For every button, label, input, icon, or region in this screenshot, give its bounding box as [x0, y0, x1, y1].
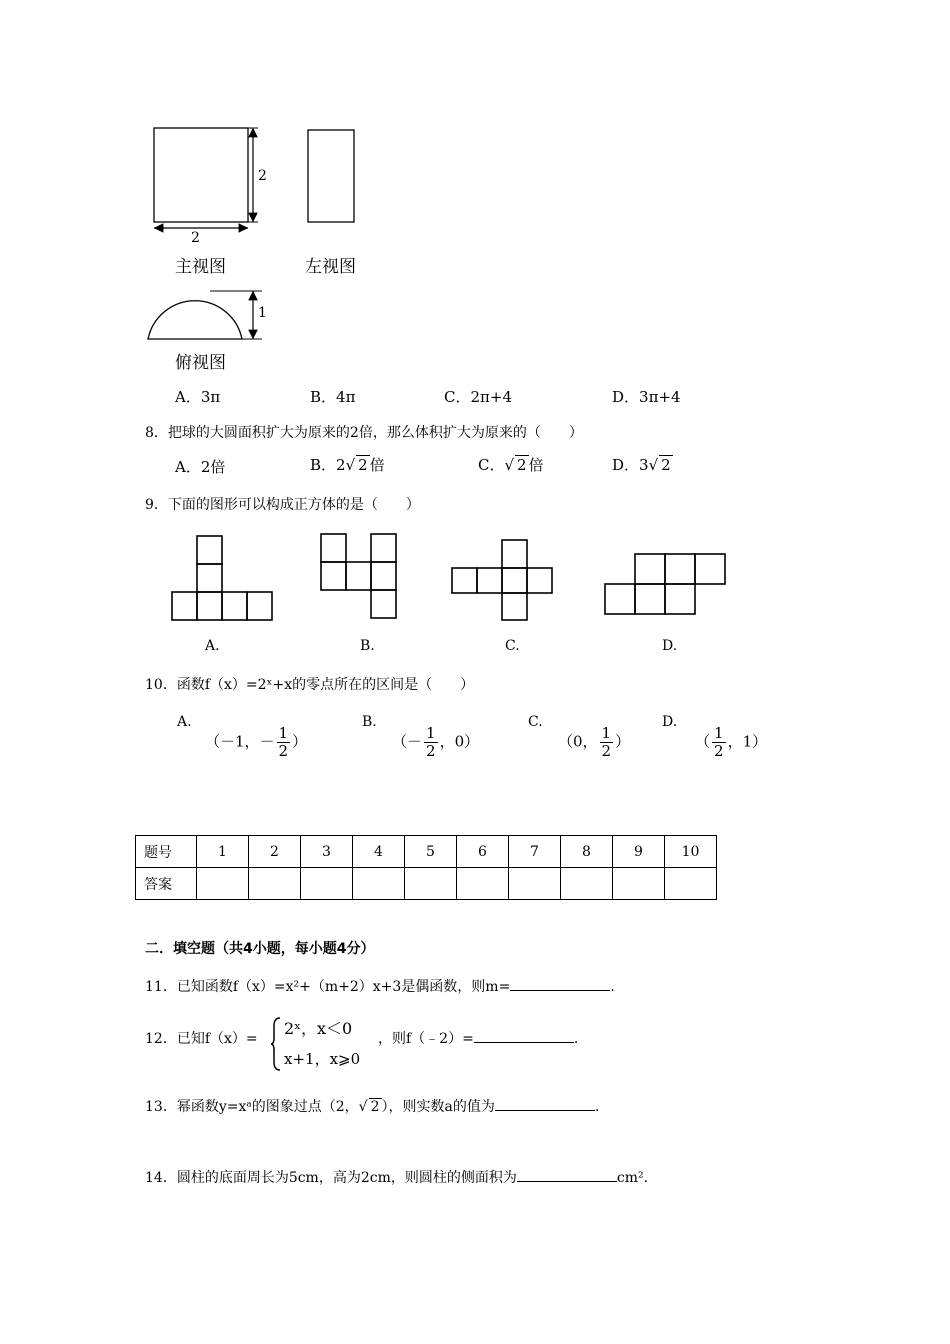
q8-option-a: A．2倍: [175, 458, 226, 476]
answer-table-row-answers: [136, 868, 717, 900]
answer-table-row-numbers: [136, 836, 717, 868]
number-cell: 1: [197, 836, 249, 868]
answer-cell[interactable]: [405, 868, 457, 900]
cube-nets-figure: [165, 530, 745, 630]
number-cell: 9: [613, 836, 665, 868]
number-cell: 3: [301, 836, 353, 868]
q7-option-a: A．3π: [175, 388, 221, 406]
answer-cell[interactable]: [613, 868, 665, 900]
net-b: [321, 534, 396, 618]
answer-cell[interactable]: [665, 868, 717, 900]
number-cell: 2: [249, 836, 301, 868]
net-d: [605, 554, 725, 614]
q12-blank[interactable]: [474, 1028, 574, 1043]
q13-blank[interactable]: [495, 1096, 595, 1111]
q8-option-b: B．2√ 2 倍: [310, 456, 385, 474]
front-view-square: [154, 128, 248, 222]
q10-option-d: （ $\frac{1}{2}$ ，1）: [695, 724, 768, 760]
top-view-label: 俯视图: [175, 353, 226, 373]
number-cell: 4: [353, 836, 405, 868]
q8-stem: 8．把球的大圆面积扩大为原来的2倍，那么体积扩大为原来的（ ）: [145, 425, 583, 441]
net-c: [452, 540, 552, 620]
q12-case-1: 2ˣ，x＜0: [284, 1019, 353, 1038]
answer-table: [135, 835, 717, 900]
q12-brace: [270, 1016, 282, 1072]
q10-letter-d: D.: [662, 714, 678, 730]
q9-stem: 9．下面的图形可以构成正方体的是（ ）: [145, 497, 420, 513]
q14-blank[interactable]: [517, 1167, 617, 1182]
q8-option-c: C．√ 2 倍: [478, 456, 544, 474]
q11-blank[interactable]: [510, 976, 610, 991]
dim-width-label: 2: [191, 230, 200, 246]
q7-option-c: C．2π+4: [444, 388, 512, 406]
q10-letter-a: A.: [177, 714, 192, 730]
q8-option-d: D．3√ 2: [612, 456, 671, 474]
q10-letter-c: C.: [528, 714, 543, 730]
q9-option-b: B.: [360, 638, 375, 654]
three-views-figure: [140, 118, 380, 368]
q7-option-d: D．3π+4: [612, 388, 681, 406]
dim-top-label: 1: [258, 305, 267, 321]
q13: 13．幂函数y=xᵃ的图象过点（2，√ 2 ），则实数a的值为 .: [145, 1096, 599, 1116]
answer-cell[interactable]: [249, 868, 301, 900]
q10-option-c: （0， $\frac{1}{2}$ ）: [558, 724, 631, 760]
q10-letter-b: B.: [362, 714, 377, 730]
number-cell: 7: [509, 836, 561, 868]
q14: 14．圆柱的底面周长为5cm，高为2cm，则圆柱的侧面积为 cm².: [145, 1167, 648, 1187]
answer-cell[interactable]: [457, 868, 509, 900]
answer-cell[interactable]: [561, 868, 613, 900]
q9-option-a: A.: [205, 638, 220, 654]
number-cell: 8: [561, 836, 613, 868]
row-header-number: 题号: [136, 836, 197, 868]
net-a: [172, 536, 272, 620]
q12-pre: 12．已知f（x）=: [145, 1031, 258, 1047]
q11: 11．已知函数f（x）=x²+（m+2）x+3是偶函数，则m= .: [145, 976, 615, 996]
number-cell: 6: [457, 836, 509, 868]
q12-tail: ，则f（﹣2）= .: [378, 1028, 578, 1048]
q10-option-a: （－1，－ $\frac{1}{2}$ ）: [205, 724, 308, 760]
q9-option-d: D.: [662, 638, 678, 654]
q10-option-b: （－ $\frac{1}{2}$ ，0）: [392, 724, 480, 760]
answer-cell[interactable]: [509, 868, 561, 900]
q7-option-b: B．4π: [310, 388, 356, 406]
q12-case-2: x+1，x⩾0: [284, 1050, 361, 1068]
left-view-label: 左视图: [305, 257, 356, 277]
answer-cell[interactable]: [353, 868, 405, 900]
front-view-label: 主视图: [175, 257, 226, 277]
section-2-title: 二．填空题（共4小题，每小题4分）: [145, 941, 375, 957]
number-cell: 5: [405, 836, 457, 868]
top-view-semicircle: [148, 301, 242, 339]
answer-cell[interactable]: [301, 868, 353, 900]
q10-stem: 10．函数f（x）=2ˣ+x的零点所在的区间是（ ）: [145, 677, 475, 693]
q9-option-c: C.: [505, 638, 520, 654]
answer-cell[interactable]: [197, 868, 249, 900]
row-header-answer: 答案: [136, 868, 197, 900]
dim-height-label: 2: [258, 168, 267, 184]
number-cell: 10: [665, 836, 717, 868]
left-view-rect: [308, 130, 354, 222]
